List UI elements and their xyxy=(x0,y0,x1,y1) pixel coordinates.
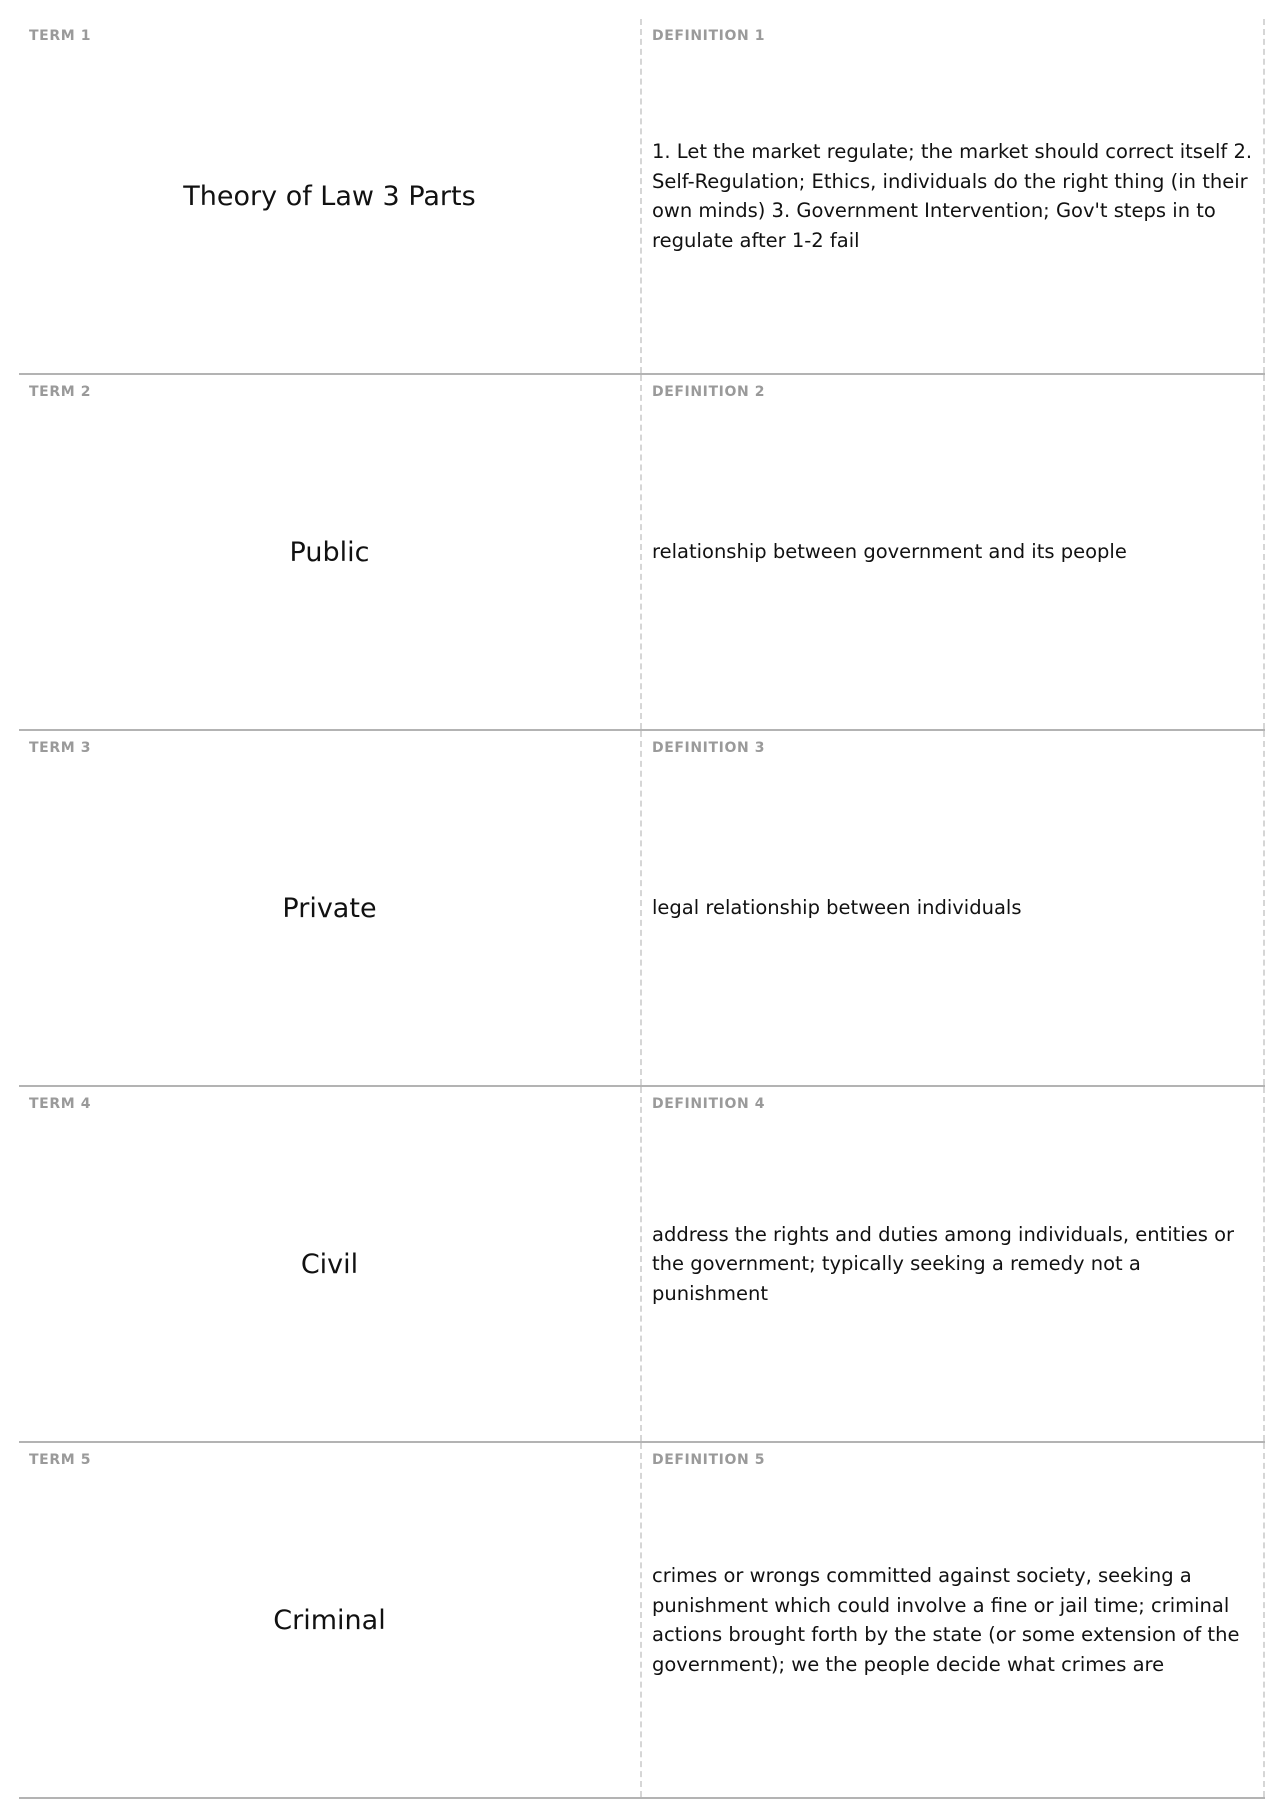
definition-text xyxy=(652,1443,1255,1797)
definition-label: DEFINITION 1 xyxy=(652,28,766,44)
definition-cell xyxy=(642,1443,1265,1797)
definition-text xyxy=(652,1087,1255,1441)
term-cell xyxy=(19,19,642,373)
term-label: TERM 5 xyxy=(29,1452,92,1468)
definition-label: DEFINITION 3 xyxy=(652,740,766,756)
term-text xyxy=(19,375,640,729)
definition-value: legal relationship between individuals xyxy=(652,896,1022,920)
flashcard-4 xyxy=(19,1087,1265,1443)
term-value: Theory of Law 3 Parts xyxy=(183,180,476,212)
definition-cell xyxy=(642,375,1265,729)
definition-label: DEFINITION 2 xyxy=(652,384,766,400)
term-label: TERM 3 xyxy=(29,740,92,756)
flashcard-3 xyxy=(19,731,1265,1087)
definition-cell xyxy=(642,1087,1265,1441)
term-value: Private xyxy=(282,892,377,924)
definition-cell xyxy=(642,19,1265,373)
flashcard-1 xyxy=(19,19,1265,375)
definition-text xyxy=(652,19,1255,373)
definition-value: 1. Let the market regulate; the market should correct itself 2. Self-Regulation; Ethics, individuals do the right thing (in their own minds) 3. Government Intervention; Gov't steps in to regulate after 1-2 fail xyxy=(652,140,1253,252)
term-label: TERM 2 xyxy=(29,384,92,400)
definition-label: DEFINITION 4 xyxy=(652,1096,766,1112)
term-label: TERM 1 xyxy=(29,28,92,44)
flashcard-sheet xyxy=(19,19,1265,1799)
definition-text xyxy=(652,375,1255,729)
definition-value: relationship between government and its people xyxy=(652,540,1127,564)
definition-value: crimes or wrongs committed against society, seeking a punishment which could involve a fine or jail time; criminal actions brought forth by the state (or some extension of the government); we the people decide what crimes are xyxy=(652,1564,1240,1676)
term-text xyxy=(19,1443,640,1797)
term-cell xyxy=(19,1443,642,1797)
term-cell xyxy=(19,731,642,1085)
definition-label: DEFINITION 5 xyxy=(652,1452,766,1468)
definition-cell xyxy=(642,731,1265,1085)
definition-text xyxy=(652,731,1255,1085)
term-text xyxy=(19,19,640,373)
term-cell xyxy=(19,1087,642,1441)
flashcard-2 xyxy=(19,375,1265,731)
term-label: TERM 4 xyxy=(29,1096,92,1112)
term-text xyxy=(19,1087,640,1441)
term-value: Public xyxy=(289,536,370,568)
term-cell xyxy=(19,375,642,729)
definition-value: address the rights and duties among individuals, entities or the government; typically seeking a remedy not a punishment xyxy=(652,1222,1235,1305)
term-value: Civil xyxy=(300,1248,359,1280)
flashcard-5 xyxy=(19,1443,1265,1799)
term-text xyxy=(19,731,640,1085)
term-value: Criminal xyxy=(273,1604,386,1636)
